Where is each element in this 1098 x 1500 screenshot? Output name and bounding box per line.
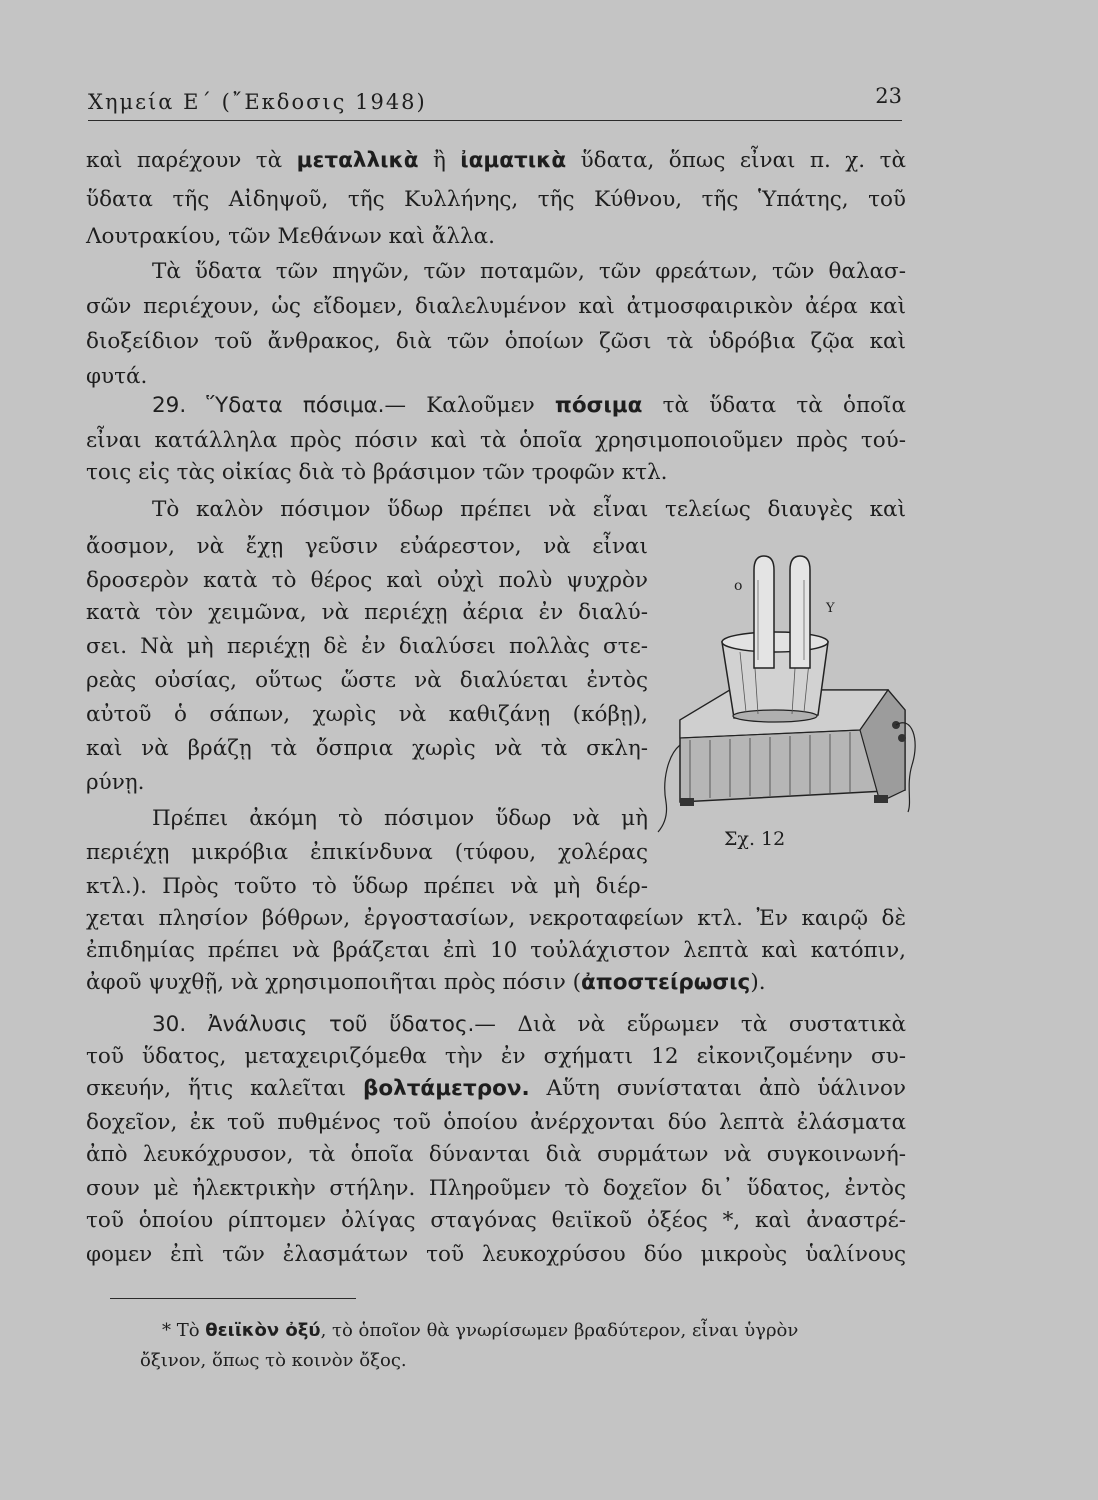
text-line: δροσερὸν κατὰ τὸ θέρος καὶ οὐχὶ πολὺ ψυχρὸν (86, 568, 648, 593)
text-line: τοῦ ὁποίου ρίπτομεν ὀλίγας σταγόνας θειϊκοῦ ὀξέος *, καὶ ἀναστρέ- (86, 1208, 906, 1233)
text-line: ἀπὸ λευκόχρυσον, τὰ ὁποῖα δύνανται διὰ συρμάτων νὰ συγκοινωνή- (86, 1142, 906, 1167)
page-number: 23 (875, 84, 902, 108)
text-line: ὕδατα τῆς Αἰδηψοῦ, τῆς Κυλλήνης, τῆς Κύθνου, τῆς Ὑπάτης, τοῦ (86, 187, 906, 212)
running-header (88, 82, 902, 121)
text-line: καὶ νὰ βράζῃ τὰ ὄσπρια χωρὶς νὰ τὰ σκλη- (86, 736, 648, 761)
term-metallika: μεταλλικὰ (296, 148, 419, 173)
footnote-line-2: ὄξινον, ὅπως τὸ κοινὸν ὄξος. (140, 1350, 407, 1371)
text-line: δοχεῖον, ἐκ τοῦ πυθμένος τοῦ ὁποίου ἀνέρχονται δύο λεπτὰ ἐλάσματα (86, 1110, 906, 1135)
text-line: καὶ παρέχουν τὰ μεταλλικὰ ἢ ἰαματικὰ ὕδατα, ὅπως εἶναι π. χ. τὰ (86, 148, 906, 173)
term-aposteirosis: ἀποστείρωσις (581, 970, 751, 995)
text-line: Πρέπει ἀκόμη τὸ πόσιμον ὕδωρ νὰ μὴ (152, 806, 648, 831)
footnote-line-1: * Τὸ θειϊκὸν ὀξύ, τὸ ὁποῖον θὰ γνωρίσωμεν βραδύτερον, εἶναι ὑγρὸν (162, 1320, 799, 1341)
text-line: τοῦ ὕδατος, μεταχειριζόμεθα τὴν ἐν σχήματι 12 εἰκονιζομένην συ- (86, 1044, 906, 1069)
text-line: κτλ.). Πρὸς τοῦτο τὸ ὕδωρ πρέπει νὰ μὴ διέρ- (86, 874, 648, 899)
text-line: φυτά. (86, 364, 148, 389)
text-line: σουν μὲ ἠλεκτρικὴν στήλην. Πληροῦμεν τὸ δοχεῖον δι᾿ ὕδατος, ἐντὸς (86, 1176, 906, 1201)
text-line: κατὰ τὸν χειμῶνα, νὰ περιέχῃ ἀέρια ἐν διαλύ- (86, 600, 648, 625)
section-30-heading: 30. Ἀνάλυσις τοῦ ὕδατος. (152, 1012, 475, 1037)
text-line: αὐτοῦ ὁ σάπων, χωρὶς νὰ καθιζάνῃ (κόβῃ), (86, 702, 648, 727)
text-line: φομεν ἐπὶ τῶν ἐλασμάτων τοῦ λευκοχρύσου δύο μικροὺς ὑαλίνους (86, 1242, 906, 1267)
text-line: σῶν περιέχουν, ὡς εἴδομεν, διαλελυμένον καὶ ἀτμοσφαιρικὸν ἀέρα καὶ (86, 294, 906, 319)
text-line: περιέχῃ μικρόβια ἐπικίνδυνα (τύφου, χολέρας (86, 840, 648, 865)
text-line: χεται πλησίον βόθρων, ἐργοστασίων, νεκροταφείων κτλ. Ἐν καιρῷ δὲ (86, 906, 906, 931)
text-line: ἐπιδημίας πρέπει νὰ βράζεται ἐπὶ 10 τοὐλάχιστον λεπτὰ καὶ κατόπιν, (86, 938, 906, 963)
text-line: ἄοσμον, νὰ ἔχῃ γεῦσιν εὐάρεστον, νὰ εἶναι (86, 534, 648, 559)
text-line: Τὰ ὕδατα τῶν πηγῶν, τῶν ποταμῶν, τῶν φρεάτων, τῶν θαλασ- (152, 259, 906, 284)
text-line: Τὸ καλὸν πόσιμον ὕδωρ πρέπει νὰ εἶναι τελείως διαυγὲς καὶ (152, 497, 906, 522)
figure-label-y: Υ (826, 601, 835, 616)
term-iamatika: ἰαματικὰ (460, 148, 567, 173)
footnote-term: θειϊκὸν ὀξύ (205, 1320, 321, 1341)
term-voltametron: βολτάμετρον. (362, 1076, 530, 1101)
text-line: Λουτρακίου, τῶν Μεθάνων καὶ ἄλλα. (86, 224, 495, 249)
section-29-first-line: 29. Ὕδατα πόσιμα.— Καλοῦμεν πόσιμα τὰ ὕδατα τὰ ὁποῖα (152, 393, 906, 418)
text-line: εἶναι κατάλληλα πρὸς πόσιν καὶ τὰ ὁποῖα χρησιμοποιοῦμεν πρὸς τού- (86, 428, 906, 453)
section-29-heading: 29. Ὕδατα πόσιμα. (152, 393, 385, 418)
footnote-rule (110, 1298, 356, 1299)
text-line: τοις εἰς τὰς οἰκίας διὰ τὸ βράσιμον τῶν τροφῶν κτλ. (86, 460, 668, 485)
figure-label-o: ο (734, 578, 743, 594)
section-30-first-line: 30. Ἀνάλυσις τοῦ ὕδατος.— Διὰ νὰ εὕρωμεν τὰ συστατικὰ (152, 1012, 907, 1037)
text-line: σκευήν, ἥτις καλεῖται βολτάμετρον. Αὕτη συνίσταται ἀπὸ ὑάλινον (86, 1076, 906, 1101)
voltameter-illustration (650, 540, 920, 850)
text-line: ρύνῃ. (86, 770, 145, 795)
running-title: Χημεία Ε΄ (῎Εκδοσις 1948) (88, 90, 427, 114)
term-posima: πόσιμα (554, 393, 643, 418)
text-line: διοξείδιον τοῦ ἄνθρακος, διὰ τῶν ὁποίων ζῶσι τὰ ὑδρόβια ζῷα καὶ (86, 329, 906, 354)
text-line: σει. Νὰ μὴ περιέχῃ δὲ ἐν διαλύσει πολλὰς στε- (86, 634, 648, 659)
figure-caption: Σχ. 12 (724, 828, 786, 850)
text-line: ρεὰς οὐσίας, οὕτως ὥστε νὰ διαλύεται ἐντὸς (86, 668, 648, 693)
text-line: ἀφοῦ ψυχθῇ, νὰ χρησιμοποιῆται πρὸς πόσιν (ἀποστείρωσις). (86, 970, 766, 995)
